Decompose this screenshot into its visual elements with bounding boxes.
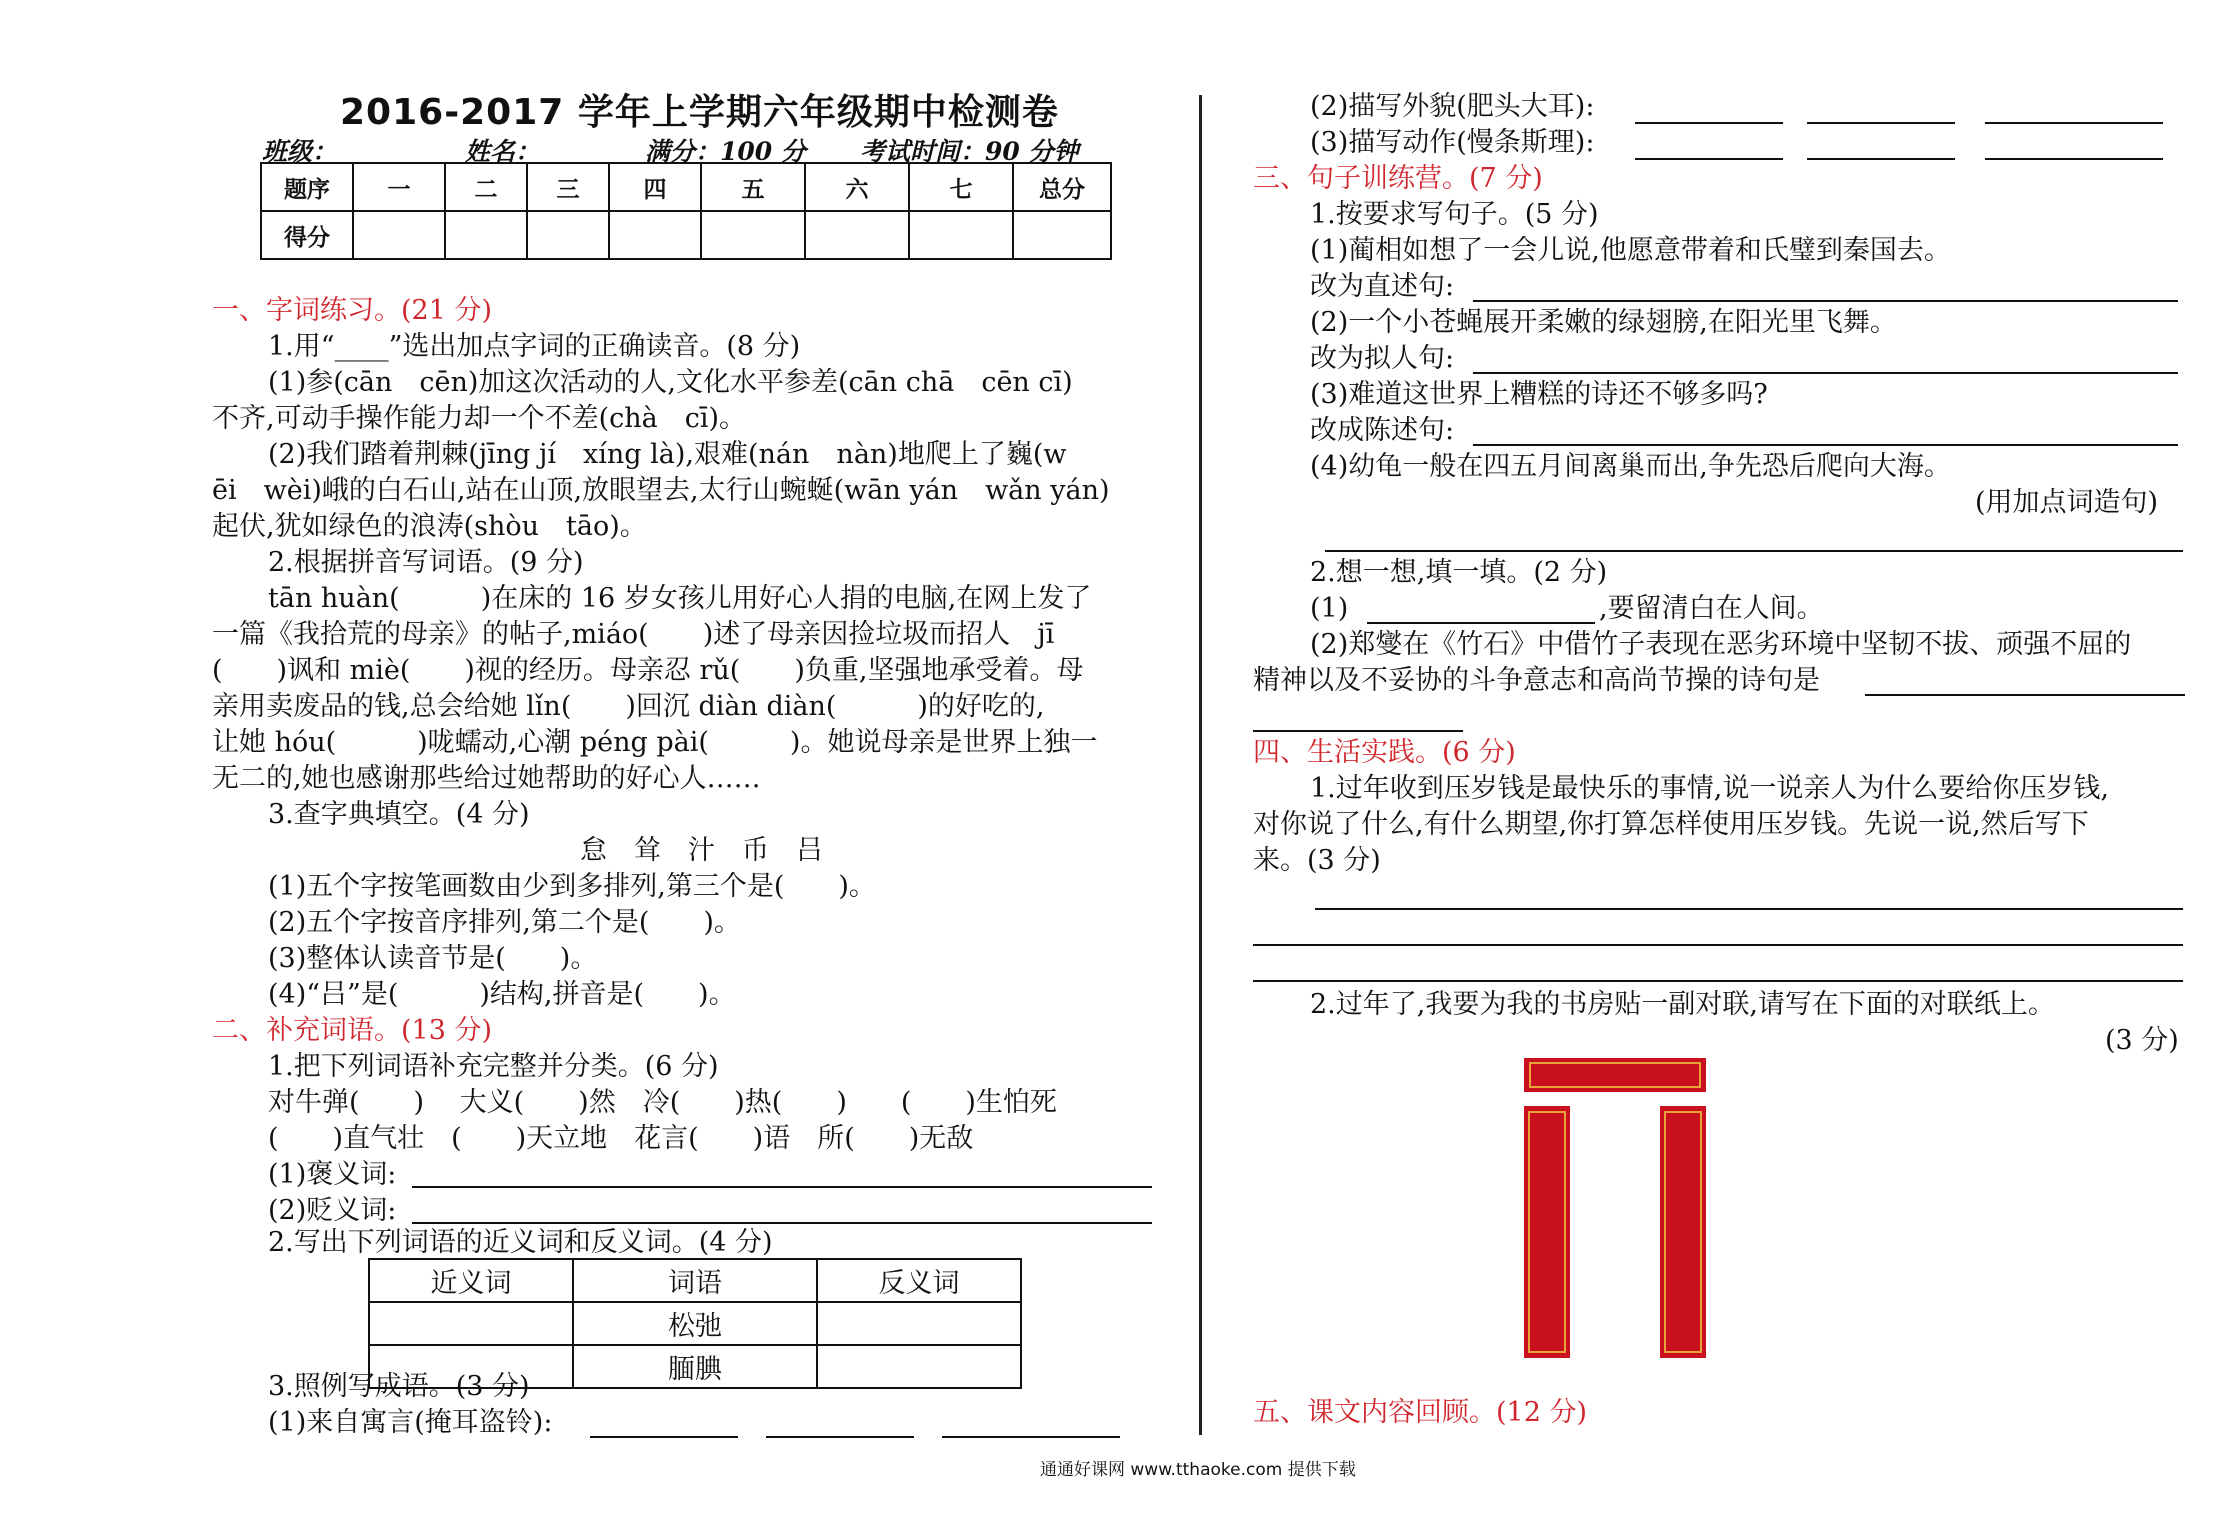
score-table xyxy=(260,162,1112,260)
s4-a: 1.过年收到压岁钱是最快乐的事情,说一说亲人为什么要给你压岁钱, xyxy=(1310,773,2109,804)
s3-b: 改为直述句: xyxy=(1310,271,1455,302)
score-cell: 六 xyxy=(805,163,909,211)
s3-d: 改为拟人句: xyxy=(1310,343,1455,374)
s2-q3a: (1)来自寓言(掩耳盗铃): xyxy=(268,1407,553,1438)
s4-d: 2.过年了,我要为我的书房贴一副对联,请写在下面的对联纸上。 xyxy=(1310,989,2055,1020)
score-cell: 三 xyxy=(527,163,609,211)
couplet-paper-image[interactable] xyxy=(1524,1058,1706,1358)
s1-q2b: 一篇《我拾荒的母亲》的帖子,miáo( )述了母亲因捡垃圾而招人 jī xyxy=(212,619,1055,650)
score-cell: 一 xyxy=(353,163,445,211)
synonym-cell: 腼腆 xyxy=(573,1345,817,1388)
right-column xyxy=(1195,0,2221,1536)
s1-q3a: (1)五个字按笔画数由少到多排列,第三个是( )。 xyxy=(268,871,876,902)
score-input-cell[interactable] xyxy=(353,211,445,259)
answer-line[interactable] xyxy=(1253,980,2183,982)
section-4-heading: 四、生活实践。(6 分) xyxy=(1253,737,1516,768)
answer-line[interactable] xyxy=(766,1436,914,1438)
s3-q2: 2.想一想,填一填。(2 分) xyxy=(1310,557,1608,588)
section-2-heading: 二、补充词语。(13 分) xyxy=(212,1015,493,1046)
section-3-heading: 三、句子训练营。(7 分) xyxy=(1253,163,1543,194)
s2-q1c: (1)褒义词: xyxy=(268,1159,397,1190)
r-l2: (3)描写动作(慢条斯理): xyxy=(1310,127,1595,158)
s3-k: 精神以及不妥协的斗争意志和高尚节操的诗句是 xyxy=(1253,665,1820,696)
full-score: 满分：100 分 xyxy=(645,137,806,166)
s1-q1d: ēi wèi)峨的白石山,站在山顶,放眼望去,太行山蜿蜒(wān yán wǎn yán) xyxy=(212,475,1110,506)
score-cell: 题序 xyxy=(261,163,353,211)
score-input-cell[interactable] xyxy=(701,211,805,259)
antonym-input-cell[interactable] xyxy=(817,1345,1021,1388)
s1-q3c: (3)整体认读音节是( )。 xyxy=(268,943,598,974)
answer-line[interactable] xyxy=(1473,372,2178,374)
page-title: 2016-2017 学年上学期六年级期中检测卷 xyxy=(340,92,1059,133)
score-cell: 七 xyxy=(909,163,1013,211)
answer-line[interactable] xyxy=(1325,550,2183,552)
s1-q1c: (2)我们踏着荆棘(jīng jí xíng là),艰难(nán nàn)地爬上了巍(w xyxy=(268,439,1067,470)
s3-c: (2)一个小苍蝇展开柔嫩的绿翅膀,在阳光里飞舞。 xyxy=(1310,307,1897,338)
s1-q1: 1.用“____”选出加点字词的正确读音。(8 分) xyxy=(268,331,801,362)
s1-q3-chars: 怠 耸 汁 币 吕 xyxy=(580,835,823,866)
answer-line[interactable] xyxy=(1473,444,2178,446)
synonym-table-row xyxy=(369,1302,1021,1345)
answer-line[interactable] xyxy=(1635,122,1783,124)
score-cell: 四 xyxy=(609,163,701,211)
score-cell: 二 xyxy=(445,163,527,211)
synonym-cell: 反义词 xyxy=(817,1259,1021,1302)
s1-q3d: (4)“吕”是( )结构,拼音是( )。 xyxy=(268,979,736,1010)
s1-q3b: (2)五个字按音序排列,第二个是( )。 xyxy=(268,907,741,938)
s3-i: (1) xyxy=(1310,593,1349,624)
s1-q2d: 亲用卖废品的钱,总会给她 lǐn( )回沉 diàn diàn( )的好吃的, xyxy=(212,691,1045,722)
answer-line[interactable] xyxy=(942,1436,1120,1438)
score-input-cell[interactable] xyxy=(445,211,527,259)
s1-q2c: ( )讽和 miè( )视的经历。母亲忍 rǔ( )负重,坚强地承受着。母 xyxy=(212,655,1084,686)
answer-line[interactable] xyxy=(1865,694,2185,696)
s3-f: 改成陈述句: xyxy=(1310,415,1455,446)
s3-a: (1)蔺相如想了一会儿说,他愿意带着和氏璧到秦国去。 xyxy=(1310,235,1951,266)
s3-e: (3)难道这世界上糟糕的诗还不够多吗? xyxy=(1310,379,1768,410)
s4-c: 来。(3 分) xyxy=(1253,845,1381,876)
synonym-cell: 近义词 xyxy=(369,1259,573,1302)
synonym-input-cell[interactable] xyxy=(369,1302,573,1345)
s1-q2: 2.根据拼音写词语。(9 分) xyxy=(268,547,584,578)
s2-q1b: ( )直气壮 ( )天立地 花言( )语 所( )无敌 xyxy=(268,1123,974,1154)
answer-line[interactable] xyxy=(590,1436,738,1438)
s3-i2: ,要留清白在人间。 xyxy=(1599,593,1824,624)
r-l1: (2)描写外貌(肥头大耳): xyxy=(1310,91,1595,122)
s3-q1: 1.按要求写句子。(5 分) xyxy=(1310,199,1599,230)
s2-q3: 3.照例写成语。(3 分) xyxy=(268,1371,530,1402)
s3-g: (4)幼龟一般在四五月间离巢而出,争先恐后爬向大海。 xyxy=(1310,451,1951,482)
class-label: 班级： xyxy=(262,137,338,166)
synonym-table-row xyxy=(369,1259,1021,1302)
answer-line[interactable] xyxy=(1985,158,2163,160)
name-label: 姓名： xyxy=(465,137,541,166)
s4-e: (3 分) xyxy=(2105,1025,2179,1056)
s2-q1d: (2)贬义词: xyxy=(268,1195,397,1226)
score-cell: 五 xyxy=(701,163,805,211)
score-input-cell[interactable] xyxy=(609,211,701,259)
section-1-heading: 一、字词练习。(21 分) xyxy=(212,295,493,326)
exam-time: 考试时间：90 分钟 xyxy=(860,137,1079,166)
s1-q1e: 起伏,犹如绿色的浪涛(shòu tāo)。 xyxy=(212,511,647,542)
section-5-heading: 五、课文内容回顾。(12 分) xyxy=(1253,1397,1588,1428)
answer-line[interactable] xyxy=(1807,122,1955,124)
score-cell: 得分 xyxy=(261,211,353,259)
answer-line[interactable] xyxy=(1253,730,1463,732)
s3-h: (用加点词造句) xyxy=(1975,487,2159,518)
s3-j: (2)郑燮在《竹石》中借竹子表现在恶劣环境中坚韧不拔、顽强不屈的 xyxy=(1310,629,2132,660)
s1-q2e: 让她 hóu( )咙蠕动,心潮 péng pài( )。她说母亲是世界上独一 xyxy=(212,727,1098,758)
answer-line[interactable] xyxy=(412,1186,1152,1188)
answer-line[interactable] xyxy=(412,1222,1152,1224)
synonym-cell: 松弛 xyxy=(573,1302,817,1345)
answer-line[interactable] xyxy=(1473,300,2178,302)
score-input-cell[interactable] xyxy=(805,211,909,259)
answer-line[interactable] xyxy=(1635,158,1783,160)
answer-line[interactable] xyxy=(1253,944,2183,946)
couplet-right-scroll xyxy=(1660,1106,1706,1358)
answer-line[interactable] xyxy=(1985,122,2163,124)
score-table-score-row xyxy=(261,211,1111,259)
score-input-cell[interactable] xyxy=(527,211,609,259)
footer-source: 通通好课网 www.tthaoke.com 提供下载 xyxy=(1040,1460,1356,1480)
score-input-cell[interactable] xyxy=(1013,211,1111,259)
answer-line[interactable] xyxy=(1315,908,2183,910)
antonym-input-cell[interactable] xyxy=(817,1302,1021,1345)
s2-q1: 1.把下列词语补充完整并分类。(6 分) xyxy=(268,1051,719,1082)
couplet-left-scroll xyxy=(1524,1106,1570,1358)
synonym-cell: 词语 xyxy=(573,1259,817,1302)
s1-q2f: 无二的,她也感谢那些给过她帮助的好心人…… xyxy=(212,763,761,794)
score-cell: 总分 xyxy=(1013,163,1111,211)
score-table-header-row xyxy=(261,163,1111,211)
s1-q3: 3.查字典填空。(4 分) xyxy=(268,799,530,830)
answer-line[interactable] xyxy=(1807,158,1955,160)
s1-q1a: (1)参(cān cēn)加这次活动的人,文化水平参差(cān chā cēn cī) xyxy=(268,367,1073,398)
s2-q1a: 对牛弹( ) 大义( )然 冷( )热( ) ( )生怕死 xyxy=(268,1087,1057,1118)
answer-line[interactable] xyxy=(1367,622,1595,624)
score-input-cell[interactable] xyxy=(909,211,1013,259)
s4-b: 对你说了什么,有什么期望,你打算怎样使用压岁钱。先说一说,然后写下 xyxy=(1253,809,2089,840)
s2-q2: 2.写出下列词语的近义词和反义词。(4 分) xyxy=(268,1227,773,1258)
s1-q2a: tān huàn( )在床的 16 岁女孩儿用好心人捐的电脑,在网上发了 xyxy=(268,583,1092,614)
s1-q1b: 不齐,可动手操作能力却一个不差(chà cī)。 xyxy=(212,403,747,434)
